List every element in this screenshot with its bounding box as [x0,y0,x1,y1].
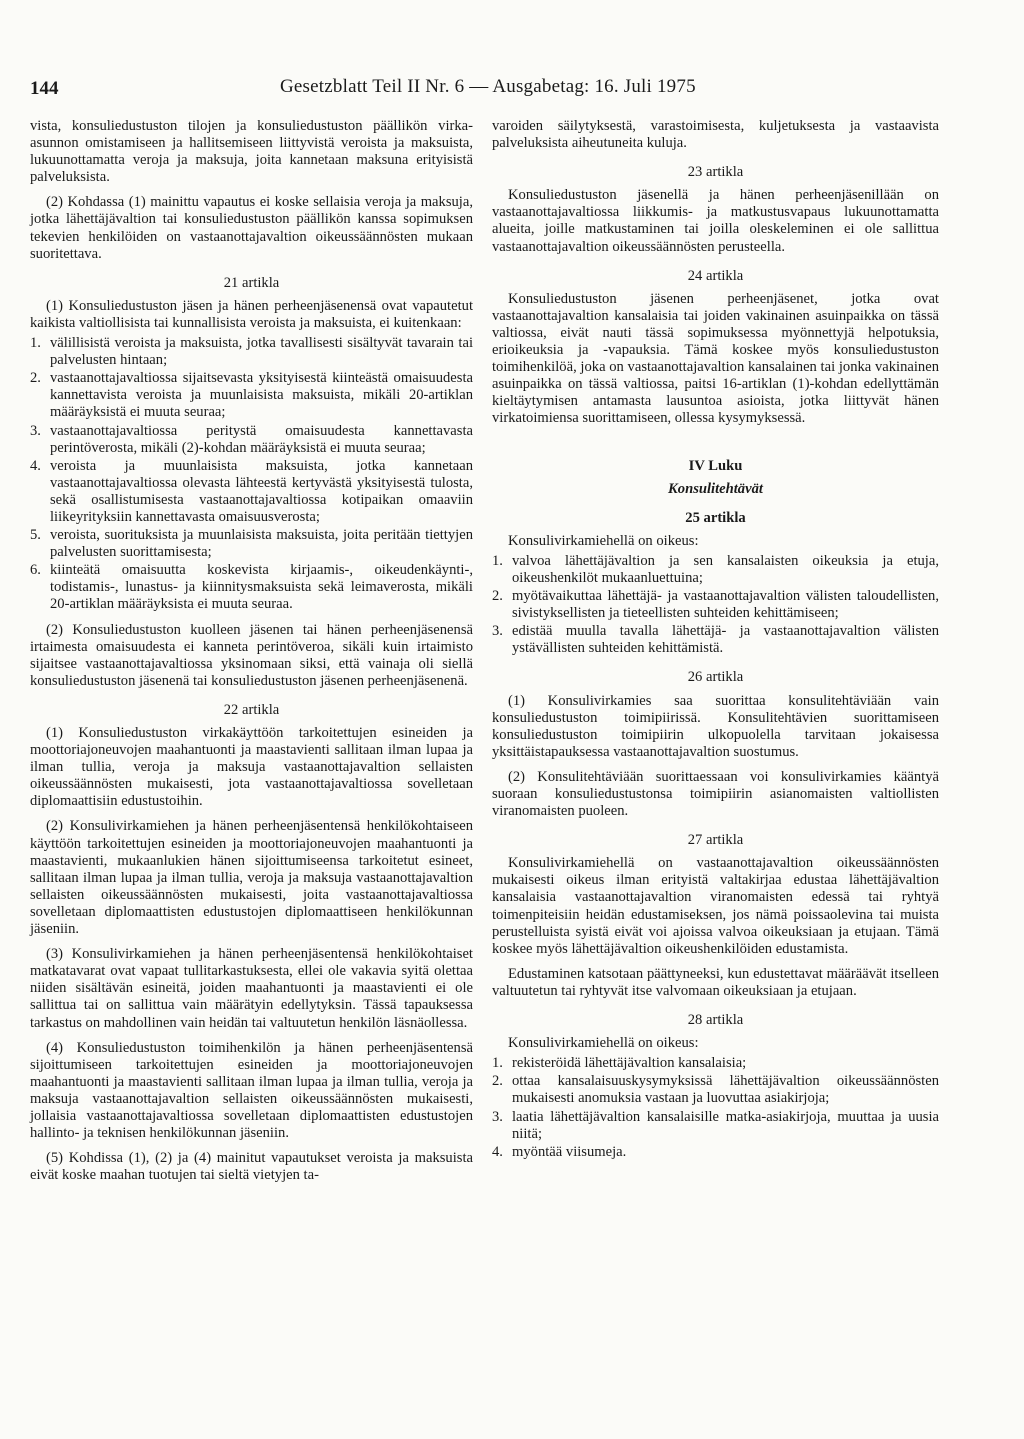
paragraph: (2) Konsulivirkamiehen ja hänen perheenjäsentensä henkilökohtaiseen käyttöön tarkoitettujen esineiden ja moottoriajoneuvojen maahantuonti ja maastavienti, mukaanlukien hänen sijoittumiseensa tarkoitetut esineet, sallitaan ilman lupaa ja ilman tullia, veroja ja maksuja vastaanottajavaltion sellaisten oikeussäännösten mukaisesti, joita vastaanottajavaltiossa sovelletaan diplomaattisten edustustojen diplomaattiseen henkilökunnan jäseniin. [30,818,473,938]
list-item-number: 1. [30,335,41,352]
article-21-list [30,335,473,614]
article-heading-28: 28 artikla [687,1012,744,1029]
list-item [492,1073,939,1107]
list-item [30,370,473,421]
article-25-list [492,553,939,658]
paragraph: varoiden säilytyksestä, varastoimisesta, kuljetuksesta ja vastaavista palveluksista aiheutuneita kuluja. [492,118,939,152]
paragraph: (2) Konsulitehtäviään suorittaessaan voi konsulivirkamies kääntyä suoraan konsuliedustustonsa toimipiirin asianomaisten valtiollisten viranomaisten puoleen. [492,768,939,820]
paragraph: (2) Konsuliedustuston kuolleen jäsenen tai hänen perheenjäsenensä irtaimesta omaisuudesta ei kanneta perintöveroa, sikäli kuin irtaimisto sijaitsee vastaanottajavaltiossa yksinomaan siksi, että vainaja oli siellä konsuliedustuston jäsenenä tai konsuliedustuston jäsenen perheenjäsenenä. [30,621,473,689]
list-item [492,623,939,657]
list-item [30,527,473,561]
paragraph: (4) Konsuliedustuston toimihenkilön ja hänen perheenjäsentensä sijoittumiseen tarkoitettujen esineiden ja moottoriajoneuvojen maahantuonti ja maastavienti sallitaan ilman lupaa ja ilman tullia, veroja ja maksuja vastaanottajavaltion sellaisten oikeussäännösten mukaisesti, jollaisia vastaanottajavaltiossa sovelletaan diplomaattisten edustustojen hallinto- ja teknisen henkilökunnan jäseniin. [30,1039,473,1142]
left-column [30,118,473,1192]
list-item-number: 3. [492,1108,503,1125]
paragraph: (3) Konsulivirkamiehen ja hänen perheenjäsentensä henkilökohtaiset matkatavarat ovat vapaat tullitarkastuksesta, ellei ole vakavia syitä olettaa niiden sisältävän esineitä, joiden maahantuonti ja maastavienti ei ole sallittua tai on sallittua vain määrätyin edellytyksin. Tässä tapauksessa tarkastus on mahdollinen vain heidän tai valtuutetun henkilön läsnäollessa. [30,946,473,1031]
list-item [492,1055,939,1072]
list-item-number: 2. [30,370,41,387]
paragraph: (2) Kohdassa (1) mainittu vapautus ei koske sellaisia veroja ja maksuja, jotka lähettäjävaltion tai konsuliedustuston päällikön kanssa sopimuksen tekevien henkilöiden on vastaanottajavaltion oikeussäännösten mukaan suoritettava. [30,194,473,262]
list-item [492,1144,939,1161]
paragraph: (1) Konsuliedustuston virkakäyttöön tarkoitettujen esineiden ja moottoriajoneuvojen maahantuonti ja maastavienti sallitaan ilman lupaa ja ilman tullia, veroja ja maksuja vastaanottajavaltion sellaisten oikeussäännösten mukaisesti, jota vastaanottajavaltiossa sovelletaan diplomaattisiin edustustoihin. [30,725,473,810]
paragraph: Edustaminen katsotaan päättyneeksi, kun edustettavat määräävät itselleen valtuutetun tai ryhtyvät itse valvomaan oikeuksiaan ja etujaan. [492,965,939,999]
list-item [30,562,473,613]
list-item-number: 1. [492,552,503,569]
running-head: Gesetzblatt Teil II Nr. 6 — Ausgabetag: 16. Juli 1975 [280,76,696,97]
list-item [492,553,939,587]
paragraph: vista, konsuliedustuston tilojen ja konsuliedustuston päällikön virka-asunnon omistamiseen ja hallitsemiseen liittyvistä veroista ja maksuista, lukuunottamatta veroja ja maksuja, joita kannetaan maksuna erityisistä palveluksista. [30,118,473,186]
right-column [492,118,939,1169]
article-heading-23: 23 artikla [687,164,744,181]
article-heading-26: 26 artikla [687,669,744,686]
list-item-number: 2. [492,588,503,605]
list-item-text: rekisteröidä lähettäjävaltion kansalaisia; [512,1055,747,1072]
paragraph: Konsuliedustuston jäsenellä ja hänen perheenjäsenillään on vastaanottajavaltiossa liikkumis- ja matkustusvapaus lukuunottamatta alueita, joille matkustaminen tai joilla oleskeleminen ei ole sallittua vastaanottajavaltion oikeussäännösten perusteella. [492,187,939,255]
list-item-number: 1. [492,1055,503,1072]
paragraph: Konsuliedustuston jäsenen perheenjäsenet, jotka ovat vastaanottajavaltion kansalaisia tai joiden vakinainen asuinpaikka on tässä valtiossa, eivät nauti tässä sopimuksessa myönnettyjä helpotuksia, erioikeuksia ja -vapauksia. Tämä koskee myös konsuliedustuston toimihenkilöä, joka on vastaanottajavaltion kansalainen tai jonka vakinainen asuinpaikka on tässä valtiossa, paitsi 16-artiklan (1)-kohdan edellyttämän kieltäytymisen antamasta lausuntoa asioista, jotka liittyvät hänen virkatoimiensa suorittamiseen, ollessa kysymyksessä. [492,290,939,427]
list-item-number: 3. [492,623,503,640]
article-heading-24: 24 artikla [687,267,744,284]
paragraph: (1) Konsuliedustuston jäsen ja hänen perheenjäsenensä ovat vapautetut kaikista valtiollisista tai kunnallisista veroista ja maksuista, ei kuitenkaan: [30,297,473,331]
list-item-text: veroista ja muunlaisista maksuista, jotka kannetaan vastaanottajavaltiossa olevasta lähteestä kertyvästä yksityisestä tulosta, sekä osallistumisesta vastaanottajavaltiossa kotipaikan omaaviin liikeyrityksiin kannettavasta omaisuusverosta; [50,457,473,525]
article-heading-27: 27 artikla [687,832,744,849]
paragraph: (5) Kohdissa (1), (2) ja (4) mainitut vapautukset veroista ja maksuista eivät koske maahan tuotujen tai sieltä vietyjen ta- [30,1150,473,1184]
list-item-number: 5. [30,527,41,544]
list-item-text: myötävaikuttaa lähettäjä- ja vastaanottajavaltion välisten taloudellisten, sivistyksellisten ja tieteellisten suhteiden kehittämiseen; [512,588,939,622]
list-item [492,1109,939,1143]
list-item-text: kiinteätä omaisuutta koskevista kirjaamis-, oikeudenkäynti-, todistamis-, lunastus- ja kiinnitysmaksuista sekä leimaverosta, mikäli 20-artiklan määräyksista ei muuta seuraa. [50,562,473,613]
chapter-subtitle: Konsulitehtävät [668,480,763,497]
chapter-title: IV Luku [688,457,743,474]
list-item-text: edistää muulla tavalla lähettäjä- ja vastaanottajavaltion välisten ystävällisten suhteiden kehittämistä. [512,623,939,657]
list-item-text: valvoa lähettäjävaltion ja sen kansalaisten oikeuksia ja etuja, oikeushenkilöt mukaanluettuina; [512,552,939,586]
list-item-text: myöntää viisumeja. [512,1143,627,1160]
list-item-text: ottaa kansalaisuuskysymyksissä lähettäjävaltion oikeussäännösten mukaisesti anomuksia vastaan ja luovuttaa asiakirjoja; [512,1073,939,1107]
article-heading-21: 21 artikla [223,274,280,291]
list-item-number: 4. [492,1143,503,1160]
paragraph: Konsulivirkamiehellä on vastaanottajavaltion oikeussäännösten mukaisesti oikeus ilman erityistä valtakirjaa edustaa lähettäjävaltion kansalaisia vastaanottajavaltion viranomaisten edessä tai ryhtyä toimenpiteisiin heidän edustamiseksen, jos nämä poissaolevina tai muista perustelluista syistä eivät voi ajoissa valvoa oikeuksiaan ja etujaan. Tämä koskee myös lähettäjävaltion oikeushenkilöiden edustamista. [492,855,939,957]
list-item-text: vastaanottajavaltiossa peritystä omaisuudesta kannettavasta perintöverosta, mikäli (2)-kohdan määräyksistä ei muuta seuraa; [50,422,473,456]
paragraph: Konsulivirkamiehellä on oikeus: [508,532,699,549]
list-item-text: välillisistä veroista ja maksuista, jotka tavallisesti sisältyvät tavarain tai palvelusten hintaan; [50,335,473,369]
article-28-list [492,1055,939,1161]
list-item-text: veroista, suorituksista ja muunlaisista maksuista, joita peritään tiettyjen palvelusten suorittamisesta; [50,527,473,561]
list-item-number: 4. [30,457,41,474]
list-item [30,335,473,369]
list-item-text: vastaanottajavaltiossa sijaitsevasta yksityisestä kiinteästä omaisuudesta kannettavista veroista ja muunlaisista maksuista, mikäli 20-artiklan määräyksistä ei muuta seuraa; [50,370,473,421]
list-item-number: 2. [492,1073,503,1090]
list-item [30,423,473,457]
paragraph: (1) Konsulivirkamies saa suorittaa konsulitehtäviään vain konsuliedustuston toimipiirissä. Konsulitehtävien suorittamiseen konsuliedustuston toimipiirin ulkopuolella tarvitaan jokaisessa yksittäistapauksessa vastaanottajavaltion suostumus. [492,692,939,760]
list-item-number: 6. [30,562,41,579]
paragraph: Konsulivirkamiehellä on oikeus: [508,1035,699,1052]
list-item-text: laatia lähettäjävaltion kansalaisille matka-asiakirjoja, muuttaa ja uusia niitä; [512,1108,939,1142]
article-heading-22: 22 artikla [223,701,280,718]
list-item-number: 3. [30,422,41,439]
page-header [30,74,990,104]
list-item [492,588,939,622]
page-number: 144 [30,78,59,99]
list-item [30,458,473,526]
article-heading-25: 25 artikla [685,509,746,526]
